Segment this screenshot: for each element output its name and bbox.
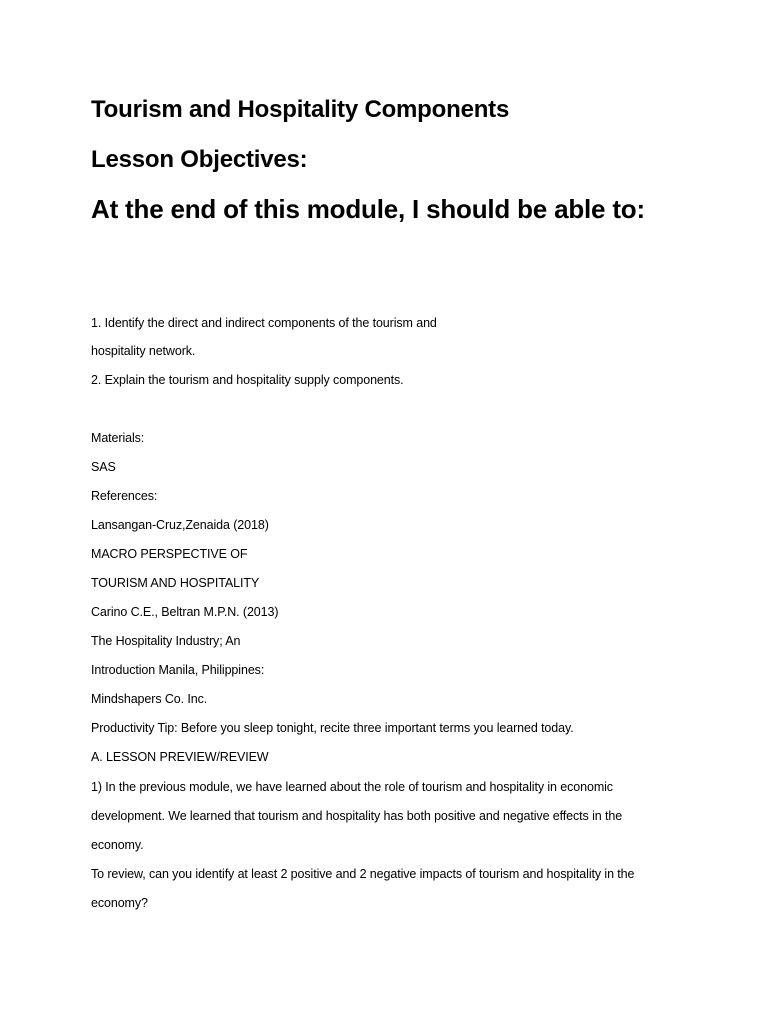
- materials-label: Materials:: [91, 431, 145, 445]
- section-heading-lesson-preview: A. LESSON PREVIEW/REVIEW: [91, 750, 269, 764]
- reference-line: Lansangan-Cruz,Zenaida (2018): [91, 518, 269, 532]
- objective-1-line-2: hospitality network.: [91, 344, 196, 358]
- objective-1-line-1: 1. Identify the direct and indirect components of the tourism and: [91, 316, 437, 330]
- reference-line: Mindshapers Co. Inc.: [91, 692, 208, 706]
- module-intro-heading: At the end of this module, I should be able to:: [91, 194, 645, 224]
- productivity-tip: Productivity Tip: Before you sleep tonight, recite three important terms you learned today.: [91, 721, 574, 735]
- document-title: Tourism and Hospitality Components: [91, 96, 510, 123]
- review-paragraph-line: development. We learned that tourism and hospitality has both positive and negative effects in the: [91, 809, 623, 823]
- reference-line: MACRO PERSPECTIVE OF: [91, 547, 248, 561]
- materials-value: SAS: [91, 460, 116, 474]
- references-label: References:: [91, 489, 158, 503]
- reference-line: Introduction Manila, Philippines:: [91, 663, 265, 677]
- review-question-line: To review, can you identify at least 2 positive and 2 negative impacts of tourism and hospitality in the: [91, 867, 635, 881]
- lesson-objectives-heading: Lesson Objectives:: [91, 146, 308, 173]
- reference-line: TOURISM AND HOSPITALITY: [91, 576, 260, 590]
- review-question-line: economy?: [91, 896, 148, 910]
- reference-line: Carino C.E., Beltran M.P.N. (2013): [91, 605, 279, 619]
- review-paragraph-line: economy.: [91, 838, 144, 852]
- reference-line: The Hospitality Industry; An: [91, 634, 241, 648]
- objective-2: 2. Explain the tourism and hospitality supply components.: [91, 373, 404, 387]
- review-paragraph-line: 1) In the previous module, we have learned about the role of tourism and hospitality in economic: [91, 780, 613, 794]
